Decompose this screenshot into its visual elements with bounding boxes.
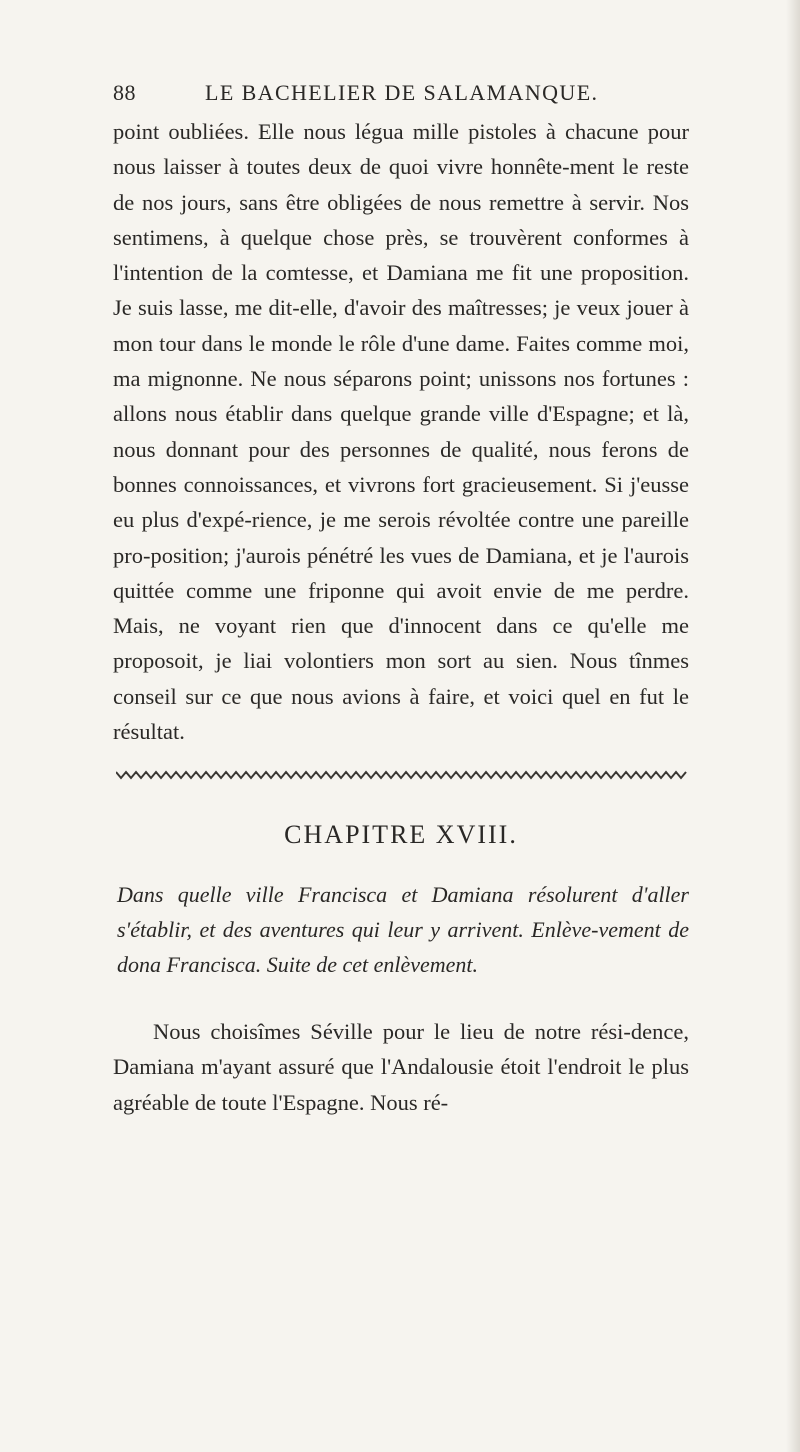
page-header bbox=[113, 80, 693, 110]
page-edge-shadow bbox=[786, 0, 800, 1452]
chapter-title: CHAPITRE XVIII. bbox=[284, 820, 518, 849]
page-number: 88 bbox=[113, 80, 136, 105]
running-title: LE BACHELIER DE SALAMANQUE. bbox=[205, 80, 599, 105]
ornamental-divider bbox=[116, 768, 688, 782]
body-paragraph: point oubliées. Elle nous légua mille pistoles à chacune pour nous laisser à toutes deux de quoi vivre honnête-ment le reste de nos jours, sans être obligées de nous remettre à servir. Nos sentimens, à quelque chose près, se trouvèrent conformes à l'intention de la comtesse, et Damiana me fit une proposition. Je suis lasse, me dit-elle, d'avoir des maîtresses; je veux jouer à mon tour dans le monde le rôle d'une dame. Faites comme moi, ma mignonne. Ne nous séparons point; unissons nos fortunes : allons nous établir dans quelque grande ville d'Espagne; et là, nous donnant pour des personnes de qualité, nous ferons de bonnes connoissances, et vivrons fort gracieusement. Si j'eusse eu plus d'expé-rience, je me serois révoltée contre une pareille pro-position; j'aurois pénétré les vues de Damiana, et je l'aurois quittée comme une friponne qui avoit envie de me perdre. Mais, ne voyant rien que d'innocent dans ce qu'elle me proposoit, je liai volontiers mon sort au sien. Nous tînmes conseil sur ce que nous avions à faire, et voici quel en fut le résultat. bbox=[113, 119, 689, 745]
chapter-opening-paragraph: Nous choisîmes Séville pour le lieu de notre rési-dence, Damiana m'ayant assuré que l'Andalousie étoit l'endroit le plus agréable de toute l'Espagne. Nous ré- bbox=[113, 1019, 689, 1115]
chapter-summary: Dans quelle ville Francisca et Damiana résolurent d'aller s'établir, et des aventures qui leur y arrivent. Enlève-vement de dona Francisca. Suite de cet enlèvement. bbox=[117, 882, 689, 977]
